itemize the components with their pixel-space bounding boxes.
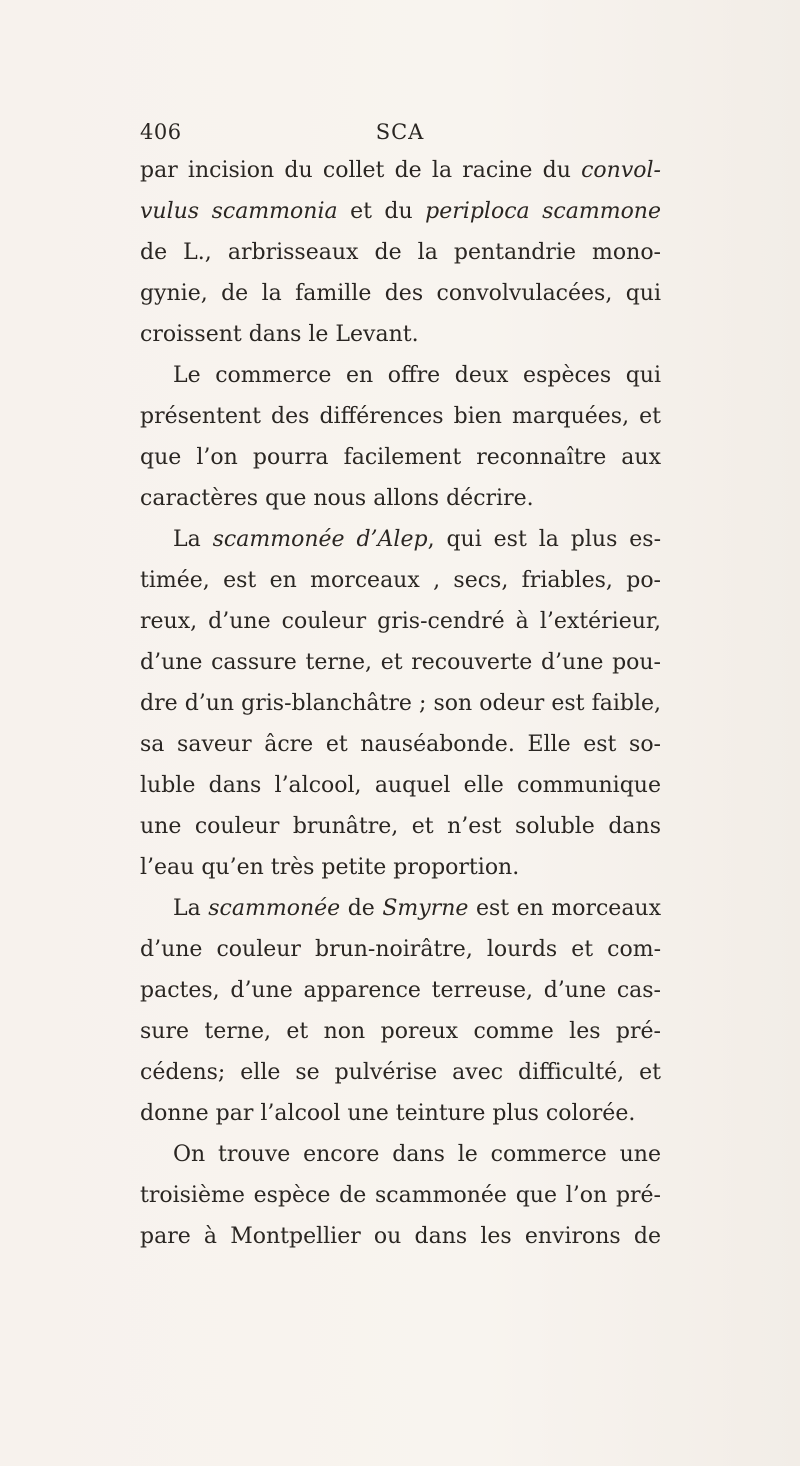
text-line: [140, 765, 661, 806]
text-segment: sure terne, et non poreux comme les pré-: [140, 1019, 661, 1044]
italic-text: vulus scammonia: [140, 199, 338, 224]
text-segment: cédens; elle se pulvérise avec difficulté, et: [140, 1060, 661, 1085]
text-line: [140, 437, 661, 478]
italic-text: Smyrne: [382, 896, 469, 921]
text-line: [140, 847, 661, 888]
text-line: [140, 601, 661, 642]
text-segment: et du: [337, 199, 426, 224]
text-line: [140, 150, 661, 191]
running-head: SCA: [375, 120, 425, 144]
page-number: 406: [140, 120, 182, 144]
italic-text: scammonée: [208, 896, 341, 921]
text-segment: donne par l’alcool une teinture plus colorée.: [140, 1101, 636, 1126]
text-segment: reux, d’une couleur gris-cendré à l’extérieur,: [140, 609, 661, 634]
text-segment: l’eau qu’en très petite proportion.: [140, 855, 520, 880]
text-line: [140, 1216, 661, 1257]
text-segment: sa saveur âcre et nauséabonde. Elle est so-: [140, 732, 661, 757]
text-line: [140, 560, 661, 601]
text-segment: de: [340, 896, 383, 921]
text-line: [140, 683, 661, 724]
text-segment: d’une cassure terne, et recouverte d’une pou-: [140, 650, 661, 675]
text-segment: dre d’un gris-blanchâtre ; son odeur est faible,: [140, 691, 661, 716]
text-segment: pare à Montpellier ou dans les environs de: [140, 1224, 661, 1249]
text-line: [140, 314, 661, 355]
text-segment: luble dans l’alcool, auquel elle communique: [140, 773, 661, 798]
text-segment: gynie, de la famille des convolvulacées, qui: [140, 281, 661, 306]
text-segment: d’une couleur brun-noirâtre, lourds et com-: [140, 937, 661, 962]
text-segment: , qui est la plus es-: [427, 527, 662, 552]
text-line: [140, 1052, 661, 1093]
text-segment: troisième espèce de scammonée que l’on pré-: [140, 1183, 661, 1208]
text-line: [140, 1175, 661, 1216]
italic-text: convol-: [581, 158, 661, 183]
italic-text: periploca scammone: [425, 199, 661, 224]
text-line: [140, 1011, 661, 1052]
text-line: [140, 1093, 661, 1134]
text-line: [140, 273, 661, 314]
text-line: [140, 478, 661, 519]
text-segment: On trouve encore dans le commerce une: [173, 1142, 661, 1167]
text-line: [140, 642, 661, 683]
text-segment: de L., arbrisseaux de la pentandrie mono-: [140, 240, 661, 265]
text-line: [140, 806, 661, 847]
page-header: [140, 120, 660, 150]
text-segment: par incision du collet de la racine du: [140, 158, 582, 183]
text-line: [140, 191, 661, 232]
text-line: [140, 1134, 661, 1175]
text-segment: présentent des différences bien marquées, et: [140, 404, 661, 429]
text-segment: pactes, d’une apparence terreuse, d’une cas-: [140, 978, 661, 1003]
text-segment: caractères que nous allons décrire.: [140, 486, 534, 511]
text-segment: Le commerce en offre deux espèces qui: [173, 363, 661, 388]
text-segment: est en morceaux: [468, 896, 662, 921]
text-segment: une couleur brunâtre, et n’est soluble dans: [140, 814, 661, 839]
body-text: [140, 150, 661, 1257]
text-segment: croissent dans le Levant.: [140, 322, 419, 347]
text-line: [140, 929, 661, 970]
text-line: [140, 396, 661, 437]
text-segment: La: [173, 527, 213, 552]
text-segment: que l’on pourra facilement reconnaître aux: [140, 445, 661, 470]
text-line: [140, 970, 661, 1011]
text-line: [140, 519, 661, 560]
text-line: [140, 355, 661, 396]
text-line: [140, 724, 661, 765]
italic-text: scammonée d’Alep: [212, 527, 428, 552]
text-line: [140, 888, 661, 929]
text-segment: La: [173, 896, 209, 921]
text-line: [140, 232, 661, 273]
text-segment: timée, est en morceaux , secs, friables, po-: [140, 568, 661, 593]
